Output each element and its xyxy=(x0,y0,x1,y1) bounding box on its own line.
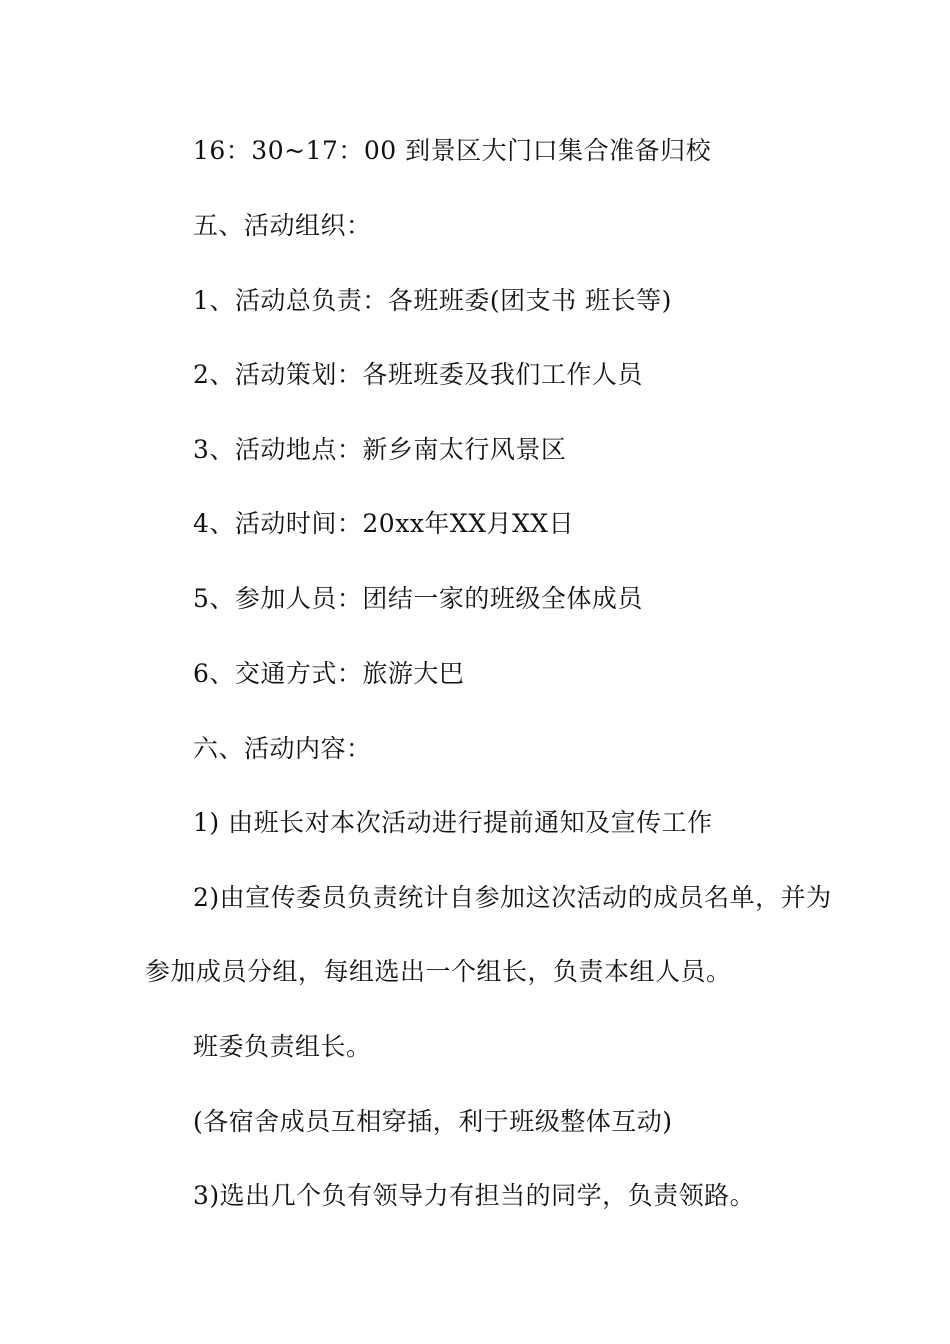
organization-item-participants: 5、参加人员：团结一家的班级全体成员 xyxy=(193,584,643,613)
schedule-return-time: 16：30~17：00 到景区大门口集合准备归校 xyxy=(193,136,712,165)
organization-item-leader: 1、活动总负责：各班班委(团支书 班长等) xyxy=(193,286,672,315)
organization-item-planning: 2、活动策划：各班班委及我们工作人员 xyxy=(193,360,643,389)
section-heading-organization: 五、活动组织： xyxy=(193,211,372,240)
organization-item-location: 3、活动地点：新乡南太行风景区 xyxy=(193,435,567,464)
content-note-class-committee: 班委负责组长。 xyxy=(193,1032,372,1061)
organization-item-time: 4、活动时间：20xx年XX月XX日 xyxy=(193,509,575,538)
content-item-2-line-2: 参加成员分组，每组选出一个组长，负责本组人员。 xyxy=(145,957,732,986)
organization-item-transport: 6、交通方式：旅游大巴 xyxy=(193,659,465,688)
section-heading-content: 六、活动内容： xyxy=(193,734,372,763)
content-item-1: 1) 由班长对本次活动进行提前通知及宣传工作 xyxy=(193,808,713,837)
content-note-dorm-mixing: (各宿舍成员互相穿插，利于班级整体互动) xyxy=(193,1107,673,1136)
content-item-3: 3)选出几个负有领导力有担当的同学，负责领路。 xyxy=(193,1181,756,1210)
content-item-2-line-1: 2)由宣传委员负责统计自参加这次活动的成员名单，并为 xyxy=(193,883,832,912)
